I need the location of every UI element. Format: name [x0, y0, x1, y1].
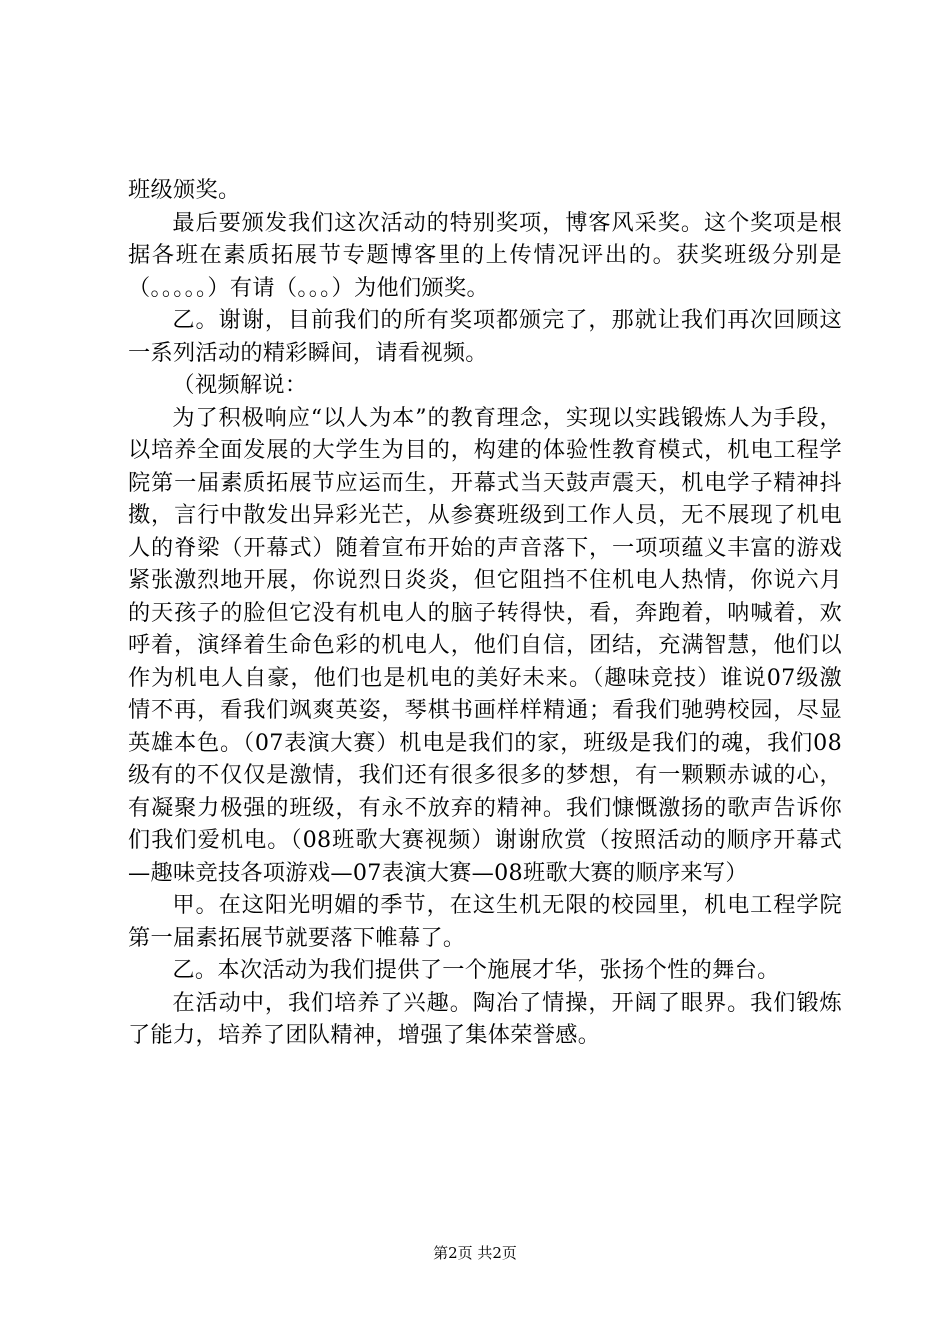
paragraph-yi-stage: 乙。本次活动为我们提供了一个施展才华，张扬个性的舞台。 — [172, 957, 780, 983]
page-footer — [0, 1243, 950, 1263]
document-body — [128, 174, 842, 1052]
paragraph-special-award: 最后要颁发我们这次活动的特别奖项，博客风采奖。这个奖项是根据各班在素质拓展节专题博客里的上传情况评出的。获奖班级分别是（。。。。。）有请（。。。）为他们颁奖。 — [128, 209, 842, 301]
paragraph-continuation: 班级颁奖。 — [128, 177, 241, 203]
paragraph-video-narration: 为了积极响应“以人为本”的教育理念，实现以实践锻炼人为手段，以培养全面发展的大学生为目的，构建的体验性教育模式，机电工程学院第一届素质拓展节应运而生，开幕式当天鼓声震天，机电学子精神抖擞，言行中散发出异彩光芒，从参赛班级到工作人员，无不展现了机电人的脊梁（开幕式）随着宣布开始的声音落下，一项项蕴义丰富的游戏紧张激烈地开展，你说烈日炎炎，但它阻挡不住机电人热情，你说六月的天孩子的脸但它没有机电人的脑子转得快，看，奔跑着，呐喊着，欢呼着，演绎着生命色彩的机电人，他们自信，团结，充满智慧，他们以作为机电人自豪，他们也是机电的美好未来。（趣味竞技）谁说07级激情不再，看我们飒爽英姿，琴棋书画样样精通；看我们驰骋校园，尽显英雄本色。（07表演大赛）机电是我们的家，班级是我们的魂，我们08级有的不仅仅是激情，我们还有很多很多的梦想，有一颗颗赤诚的心，有凝聚力极强的班级，有永不放弃的精神。我们慷慨激扬的歌声告诉你们我们爱机电。（08班歌大赛视频）谢谢欣赏（按照活动的顺序开幕式—趣味竞技各项游戏—07表演大赛—08班歌大赛的顺序来写） — [128, 404, 842, 886]
paragraph-video-intro: （视频解说： — [172, 372, 308, 398]
paragraph-jia-closing: 甲。在这阳光明媚的季节，在这生机无限的校园里，机电工程学院第一届素拓展节就要落下帷幕了。 — [128, 892, 842, 951]
paragraph-yi-review: 乙。谢谢，目前我们的所有奖项都颁完了，那就让我们再次回顾这一系列活动的精彩瞬间，请看视频。 — [128, 307, 842, 366]
page-number: 第2页 共2页 — [433, 1244, 517, 1262]
paragraph-summary: 在活动中，我们培养了兴趣。陶冶了情操，开阔了眼界。我们锻炼了能力，培养了团队精神，增强了集体荣誉感。 — [128, 989, 842, 1048]
